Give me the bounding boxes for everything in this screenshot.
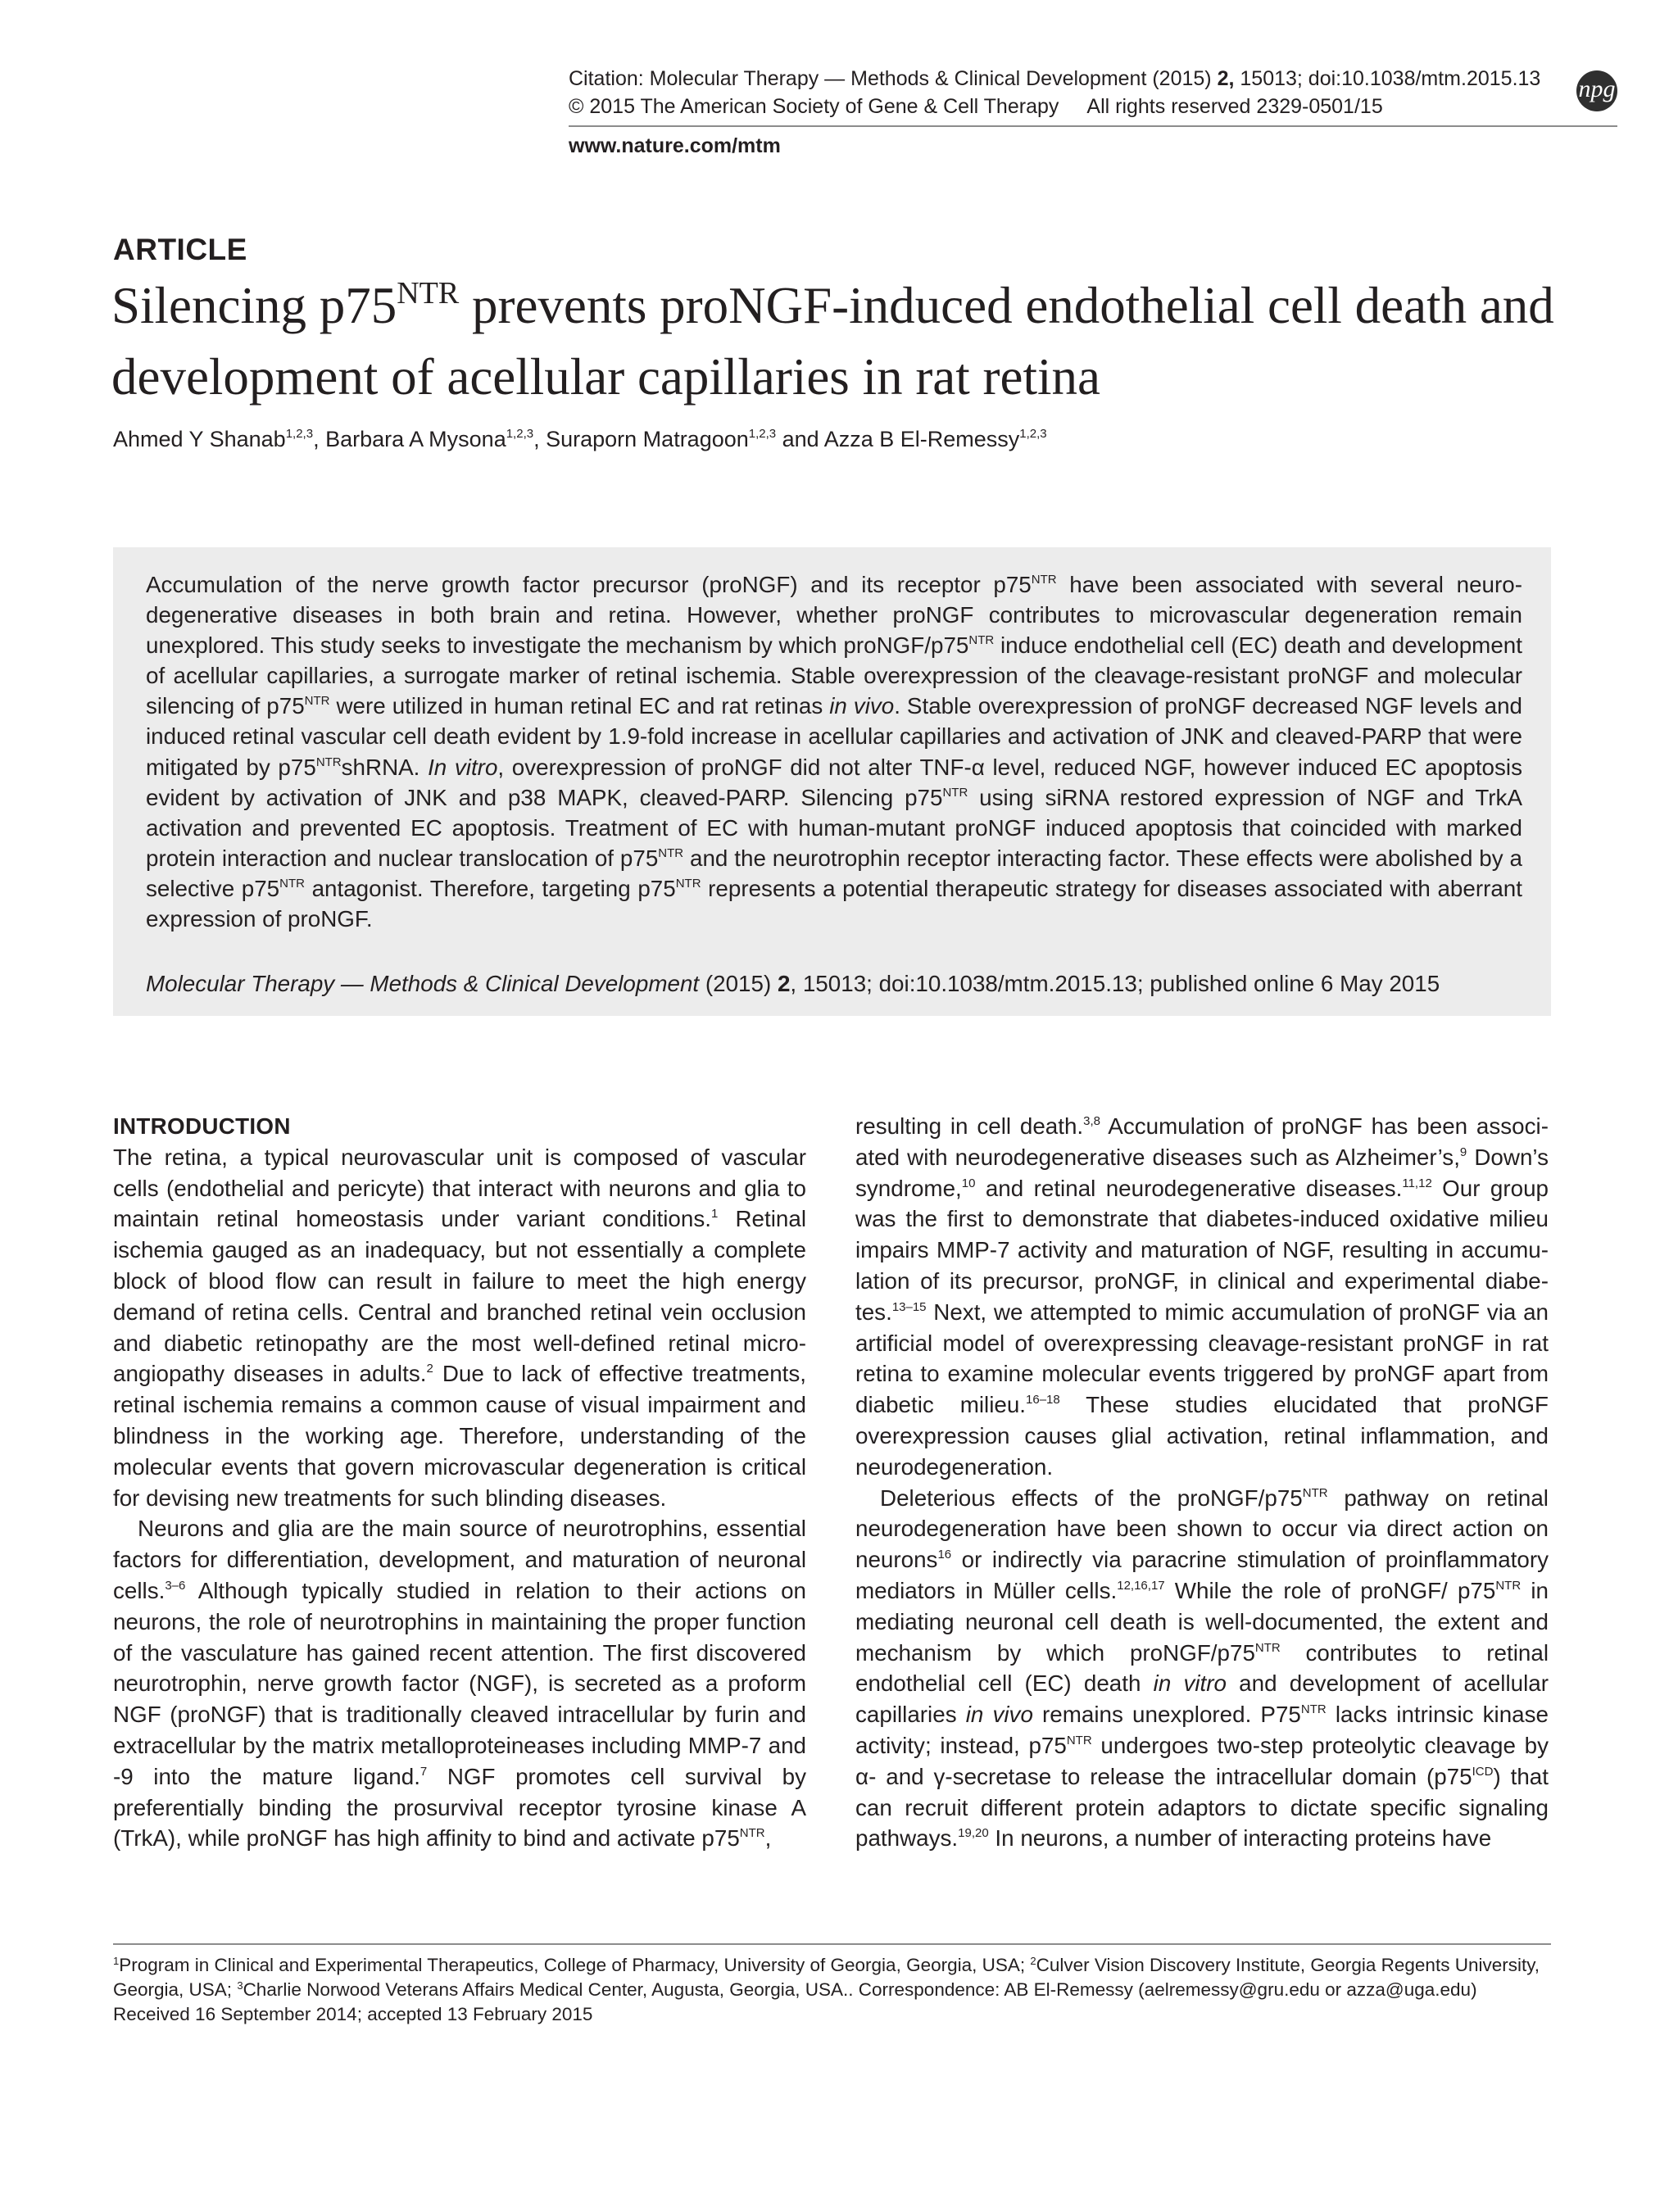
- author-affiliation: 1,2,3: [506, 427, 534, 441]
- article-type-label: ARTICLE: [113, 233, 247, 266]
- reference-marker: 3–6: [165, 1578, 186, 1593]
- footnote-divider: [113, 1943, 1551, 1945]
- paragraph: resulting in cell death.$^{3,8}$ Accumulation of proNGF has been associated with neurodegenerative diseases such as Alzheimer’s,$^9$ Down’s syndrome,$^{10}$ and retinal neurodegenerative diseases.$^{11,12}$ Our group was the first to demonstrate that diabetes-induced oxidative milieu impairs MMP-7 activity and maturation of NGF, resulting in accumulation of its precursor, proNGF, in clinical and experimental diabetes.$^{13-15}$ Next, we attempted to mimic accumulation of proNGF via an artificial model of overexpressing cleavage-resistant proNGF in rat retina to examine molecular events triggered by proNGF apart from diabetic milieu.$^{16-18}$ These studies elucidated that proNGF overexpression causes glial activation, retinal inflammation, and neurodegeneration.: [855, 1113, 1549, 1480]
- author-affiliation: 1,2,3: [1019, 427, 1047, 441]
- article-title: Silencing $p75^{NTR}$ prevents proNGF-induced endothelial cell death and development of acellular capillaries in rat retina: [111, 276, 1554, 406]
- body-column-left: [113, 1111, 806, 1854]
- reference-marker: 16: [937, 1548, 952, 1562]
- npg-logo: npg: [1576, 70, 1617, 111]
- abstract-text: Accumulation of the nerve growth factor precursor (proNGF) and its receptor $p75^{NTR}$ have been associated with several neurodegenerative diseases in both brain and retina. However, whether proNGF contributes to microvascular degeneration remain unexplored. This study seeks to investigate the mechanism by which proNGF/$p75^{NTR}$ induce endothelial cell (EC) death and development of acellular capillaries, a surrogate marker of retinal ischemia. Stable overexpression of the cleavage-resistant proNGF and molecular silencing of $p75^{NTR}$ were utilized in human retinal EC and rat retinas in vivo. Stable overexpression of proNGF decreased NGF levels and induced retinal vascular cell death evident by 1.9-fold increase in acellular capillaries and activation of JNK and cleaved-PARP that were mitigated by $p75^{NTR}shRNA$. In vitro, overexpression of proNGF did not alter TNF-α level, reduced NGF, however induced EC apoptosis evident by activation of JNK and p38 MAPK, cleaved-PARP. Silencing $p75^{NTR}$ using siRNA restored expression of NGF and TrkA activation and prevented EC apoptosis. Treatment of EC with human-mutant proNGF induced apoptosis that coincided with marked protein interaction and nuclear translocation of $p75^{NTR}$ and the neurotrophin receptor interacting factor. These effects were abolished by a selective $p75^{NTR}$ antagonist. Therefore, targeting $p75^{NTR}$ represents a potential therapeutic strategy for diseases associated with aberrant expression of proNGF.: [146, 572, 1523, 932]
- abstract-citation: Molecular Therapy — Methods & Clinical Development (2015) 2, 15013; doi:10.1038/mtm.2015.13; published online 6 May 2015: [146, 971, 1440, 996]
- reference-marker: 12,16,17: [1117, 1578, 1165, 1593]
- author-affiliation: 1,2,3: [285, 427, 314, 441]
- reference-marker: 11,12: [1402, 1176, 1432, 1190]
- author-name: Suraporn Matragoon: [546, 427, 749, 451]
- body-column-right: [855, 1111, 1549, 1854]
- author-name: Azza B El-Remessy: [823, 427, 1020, 451]
- reference-marker: 1: [710, 1207, 719, 1222]
- affiliations-footnote: [113, 1953, 1555, 2027]
- paragraph: Neurons and glia are the main source of neurotrophins, essential factors for differentiation, development, and maturation of neuronal cells.$^{3-6}$ Although typically studied in relation to their actions on neurons, the role of neurotrophins in maintaining the proper function of the vasculature has gained recent attention. The first discovered neurotrophin, nerve growth factor (NGF), is secreted as a proform NGF (proNGF) that is traditionally cleaved intracellular by furin and extracellular by the matrix metalloproteineases including MMP-7 and -9 into the mature ligand.$^7$ NGF promotes cell survival by preferentially binding the prosurvival receptor tyrosine kinase A (TrkA), while proNGF has high affinity to bind and activate $p75^{NTR}$,: [113, 1516, 806, 1852]
- author-list: Ahmed Y Shanab$^{1,2,3}$, Barbara A Mysona$^{1,2,3}$, Suraporn Matragoon$^{1,2,3}$ and Azza B El-Remessy$^{1,2,3}$: [113, 427, 1047, 451]
- reference-marker: 3,8: [1083, 1114, 1101, 1128]
- paragraph: The retina, a typical neurovascular unit is composed of vascular cells (endothelial and pericyte) that interact with neurons and glia to maintain retinal homeostasis under variant conditions.$^1$ Retinal ischemia gauged as an inadequacy, but not essentially a complete block of blood flow can result in failure to meet the high energy demand of retina cells. Central and branched retinal vein occlusion and diabetic retinopathy are the most well-defined retinal microangiopathy diseases in adults.$^2$ Due to lack of effective treatments, retinal ischemia remains a common cause of visual impairment and blindness in the working age. Therefore, understanding of the molecular events that govern microvascular degeneration is critical for devising new treatments for such blinding diseases.: [113, 1144, 807, 1511]
- reference-marker: 13–15: [891, 1299, 927, 1314]
- journal-url-link[interactable]: www.nature.com/mtm: [569, 134, 781, 157]
- reference-marker: 19,20: [958, 1826, 989, 1841]
- header-citation: Citation: Molecular Therapy — Methods & Clinical Development (2015) 2, 15013; doi:10.1038/mtm.2015.13: [569, 67, 1541, 90]
- author-affiliation: 1,2,3: [748, 427, 777, 441]
- received-dates: Received 16 September 2014; accepted 13 February 2015: [113, 2004, 593, 2024]
- citation-volume: 2,: [1217, 67, 1235, 90]
- reference-marker: 9: [1459, 1145, 1467, 1159]
- header-copyright: © 2015 The American Society of Gene & Cell Therapy All rights reserved 2329-0501/15: [569, 95, 1383, 118]
- reference-marker: 10: [961, 1176, 976, 1190]
- reference-marker: 16–18: [1026, 1393, 1060, 1407]
- author-name: Ahmed Y Shanab: [113, 427, 286, 451]
- reference-marker: 2: [426, 1362, 433, 1376]
- header-divider: [569, 125, 1617, 127]
- author-name: Barbara A Mysona: [325, 427, 506, 451]
- affiliations: $^1$Program in Clinical and Experimental Therapeutics, College of Pharmacy, University of Georgia, Georgia, USA; $^2$Culver Vision Discovery Institute, Georgia Regents University, Georgia, USA; $^3$Charlie Norwood Veterans Affairs Medical Center, Augusta, Georgia, USA.. Correspondence: AB El-Remessy (aelremessy@gru.edu or azza@uga.edu): [113, 1955, 1540, 2000]
- section-heading-introduction: INTRODUCTION: [113, 1113, 291, 1139]
- rights-reserved: All rights reserved 2329-0501/15: [1086, 95, 1383, 118]
- reference-marker: 7: [420, 1764, 428, 1779]
- paragraph: Deleterious effects of the proNGF/$p75^{NTR}$ pathway on retinal neurodegeneration have been shown to occur via direct action on neurons$^{16}$ or indirectly via paracrine stimulation of proinflammatory mediators in Müller cells.$^{12,16,17}$ While the role of proNGF/ $p75^{NTR}$ in mediating neuronal cell death is well-documented, the extent and mechanism by which proNGF/$p75^{NTR}$ contributes to retinal endothelial cell (EC) death in vitro and development of acellular capillaries in vivo remains unexplored. $P75^{NTR}$ lacks intrinsic kinase activity; instead, $p75^{NTR}$ undergoes two-step proteolytic cleavage by α- and γ-secretase to release the intracellular domain $(p75^{ICD})$ that can recruit different protein adaptors to dictate specific signaling pathways.$^{19,20}$ In neurons, a number of interacting proteins have: [855, 1484, 1549, 1852]
